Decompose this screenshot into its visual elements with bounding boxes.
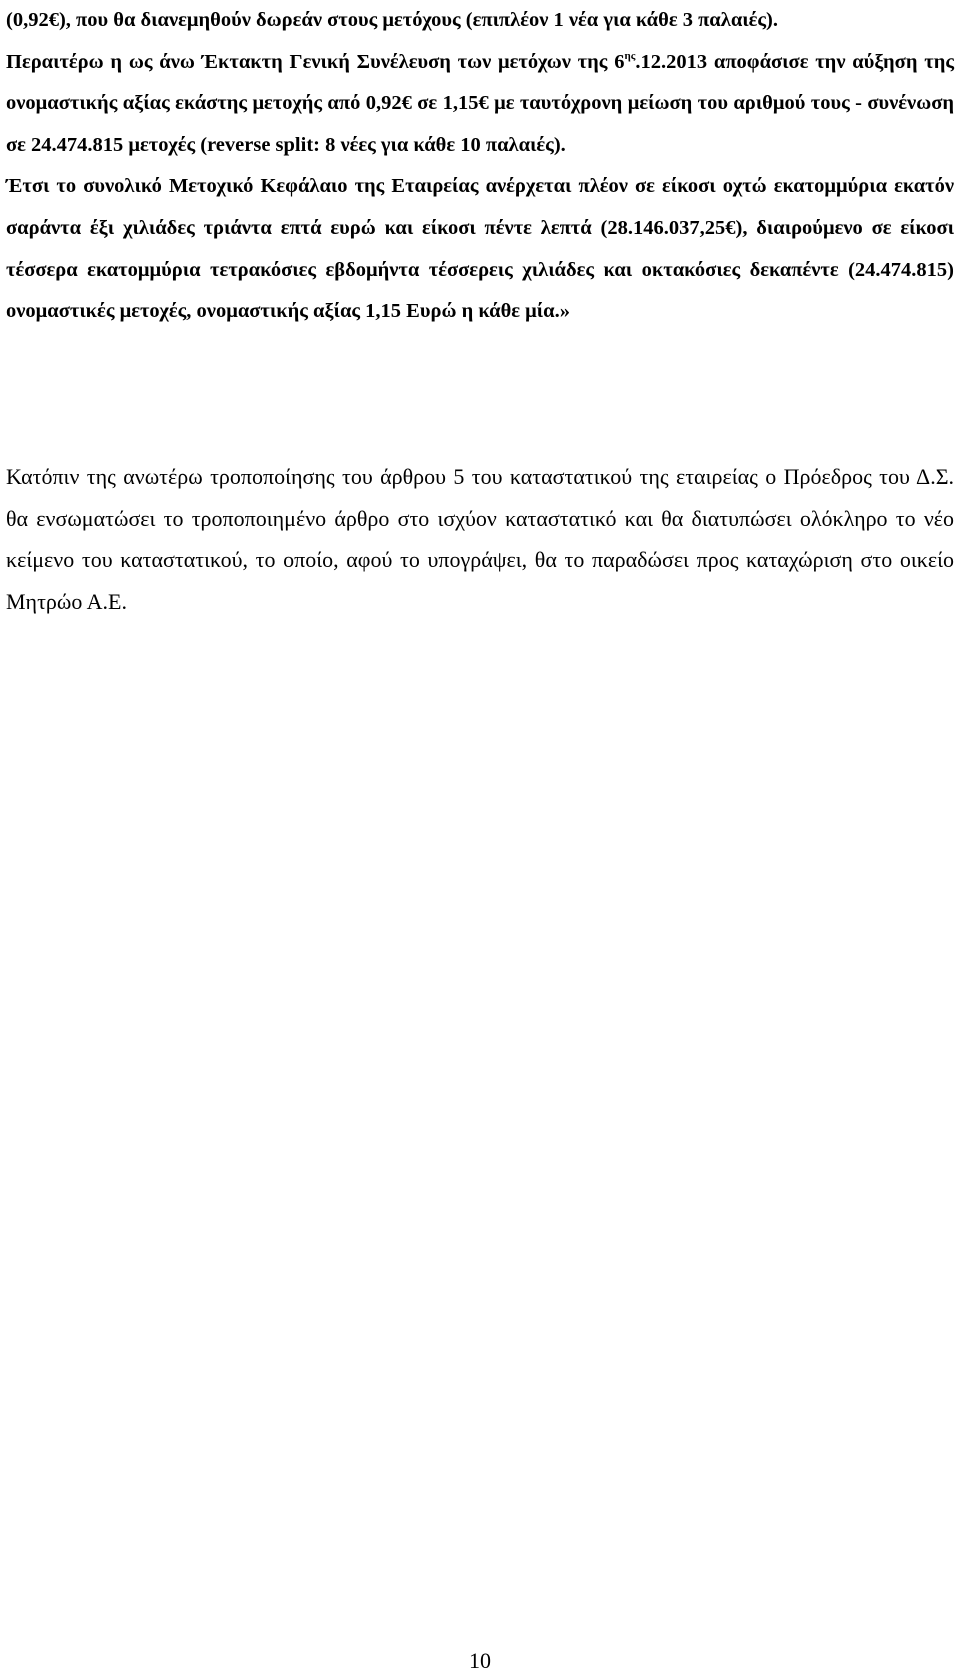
page-number: 10 xyxy=(469,1648,491,1673)
amendment-text-bold xyxy=(6,0,954,333)
reverse-split-text: .12.2013 αποφάσισε την αύξηση της ονομαστικής αξίας εκάστης μετοχής από 0,92€ σε 1,15€ με ταυτόχρονη μείωση του αριθμού τους - συνένωση σε 24.474.815 μετοχές (reverse split: 8 νέες για κάθε 10 παλαιές). xyxy=(6,50,954,156)
share-capital-text: Έτσι το συνολικό Μετοχικό Κεφάλαιο της Εταιρείας ανέρχεται πλέον σε είκοσι οχτώ εκατομμύρια εκατόν σαράντα έξι χιλιάδες τριάντα επτά ευρώ και είκοσι πέντε λεπτά (28.146.037,25€), διαιρούμενο σε είκοσι τέσσερα εκατομμύρια τετρακόσιες εβδομήντα τέσσερεις χιλιάδες και οκτακόσιες δεκαπέντε (24.474.815) ονομαστικές μετοχές, ονομαστικής αξίας 1,15 Ευρώ η κάθε μία.» xyxy=(6,175,954,323)
share-capital-paragraph xyxy=(6,166,954,332)
share-distribution-text: (0,92€), που θα διανεμηθούν δωρεάν στους μετόχους (επιπλέον 1 νέα για κάθε 3 παλαιές). xyxy=(6,9,778,31)
ordinal-superscript: ης xyxy=(624,49,636,62)
reverse-split-paragraph xyxy=(6,42,954,167)
assembly-text: Περαιτέρω η ως άνω Έκτακτη Γενική Συνέλευση των μετόχων της 6 xyxy=(6,50,625,73)
line-share-distribution xyxy=(6,0,954,42)
president-codification-paragraph: Κατόπιν της ανωτέρω τροποποίησης του άρθρου 5 του καταστατικού της εταιρείας ο Πρόεδρος του Δ.Σ. θα ενσωματώσει το τροποποιημένο άρθρο στο ισχύον καταστατικό και θα διατυπώσει ολόκληρο το νέο κείμενο του καταστατικού, το οποίο, αφού το υπογράψει, θα το παραδώσει προς καταχώριση στο οικείο Μητρώο Α.Ε. xyxy=(6,464,954,614)
